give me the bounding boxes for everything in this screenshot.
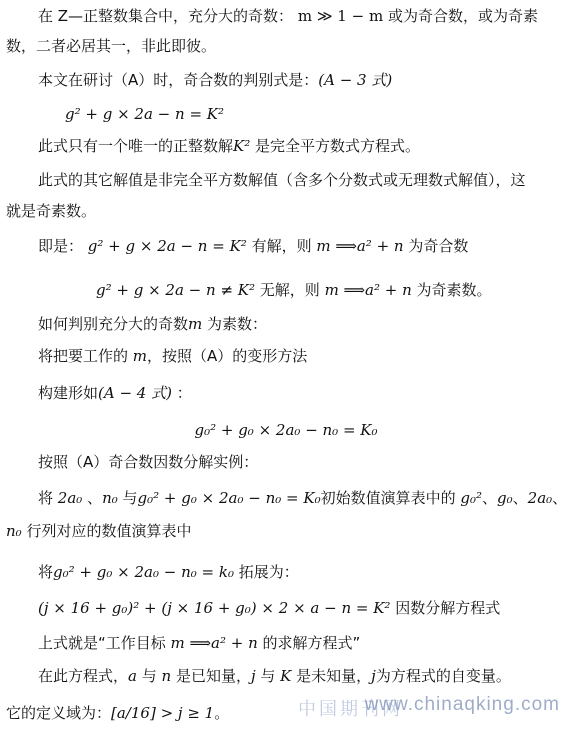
text-segment: 、 [552, 489, 568, 507]
text-segment: 如何判别充分大的奇数 [38, 315, 189, 333]
text-line [38, 562, 572, 582]
text-line [38, 488, 572, 508]
math-expression: m ⟹a² + n [316, 237, 404, 255]
text-segment: 将 [38, 563, 54, 581]
text-segment: 的求解方程式” [257, 634, 361, 652]
text-segment: 本文在研讨（A）时，奇合数的判别式是： [38, 71, 319, 89]
text-line [38, 236, 572, 256]
text-segment: 为素数： [202, 315, 268, 333]
text-segment: 、 [512, 489, 528, 507]
text-line [38, 346, 572, 366]
math-expression: (A − 4 式) [98, 384, 172, 402]
math-expression: (A − 3 式) [318, 71, 393, 89]
text-line [38, 314, 572, 334]
text-line [38, 70, 572, 90]
text-segment: 、 [82, 489, 103, 507]
text-segment: 、 [482, 489, 498, 507]
math-expression: g₀² + g₀ × 2a₀ − n₀ = K₀ [137, 489, 321, 507]
math-expression: a [128, 667, 137, 685]
text-segment: 与 [255, 667, 281, 685]
text-segment: 为奇素数。 [411, 281, 492, 299]
text-segment: 在 Z—正整数集合中，充分大的奇数： [38, 7, 298, 25]
text-segment: 此式的其它解值是非完全平方数解值（含多个分数式或无理数式解值），这 [38, 171, 526, 189]
text-line [38, 170, 572, 190]
math-expression: (j × 16 + g₀)² + (j × 16 + g₀) × 2 × a − n = K² [38, 599, 391, 617]
math-expression: m ⟹a² + n [324, 281, 412, 299]
text-segment: 有解，则 [246, 237, 317, 255]
text-segment: ： [171, 384, 192, 402]
text-line [0, 420, 572, 440]
text-line [38, 6, 572, 26]
math-expression: g₀² + g₀ × 2a₀ − n₀ = K₀ [194, 421, 378, 439]
text-segment: 是完全平方数式方程式。 [250, 137, 421, 155]
math-expression: g² + g × 2a − n = K² [65, 105, 225, 123]
math-expression: 2a₀ [57, 489, 83, 507]
text-segment: 就是奇素数。 [6, 202, 97, 220]
math-expression: g² + g × 2a − n = K² [87, 237, 247, 255]
text-segment: 将 [38, 489, 58, 507]
math-expression: j [371, 667, 376, 685]
text-segment: 在此方程式， [38, 667, 129, 685]
text-segment: 数，二者必居其一，非此即彼。 [6, 37, 217, 55]
text-segment: 与 [136, 667, 162, 685]
text-segment: 为方程式的自变量。 [375, 667, 511, 685]
math-expression: n₀ [6, 522, 22, 540]
text-segment: 或为奇合数，或为奇素 [383, 7, 538, 25]
math-expression: g² + g × 2a − n ≠ K² [96, 281, 256, 299]
math-expression: m [132, 347, 148, 365]
text-line [38, 383, 572, 403]
text-segment: 即是： [38, 237, 88, 255]
text-line [38, 598, 572, 618]
text-segment: 无解，则 [255, 281, 325, 299]
text-segment: ，按照（A）的变形方法 [147, 347, 308, 365]
text-segment: 。 [214, 704, 230, 722]
text-segment: 按照（A）奇合数因数分解实例： [38, 453, 259, 471]
math-expression: g₀² [460, 489, 483, 507]
text-line [65, 104, 572, 124]
text-line [38, 666, 572, 686]
math-expression: m ≫ 1 − m [297, 7, 384, 25]
text-line [6, 201, 572, 221]
text-segment: 上式就是“工作目标 [38, 634, 171, 652]
text-line [38, 136, 572, 156]
text-segment: 行列对应的数值演算表中 [21, 522, 192, 540]
text-line [38, 452, 572, 472]
text-segment: 初始数值演算表中的 [320, 489, 461, 507]
text-segment: 将把要工作的 [38, 347, 133, 365]
math-expression: g₀ [497, 489, 513, 507]
text-line [96, 280, 572, 300]
text-segment: 拓展为： [233, 563, 299, 581]
text-segment: 因数分解方程式 [390, 599, 501, 617]
text-segment: 与 [117, 489, 138, 507]
text-segment: 是已知量， [171, 667, 251, 685]
text-segment: 为奇合数 [403, 237, 469, 255]
math-expression: j [250, 667, 256, 685]
math-expression: 2a₀ [527, 489, 553, 507]
math-expression: n₀ [102, 489, 118, 507]
math-expression: m [188, 315, 203, 333]
text-segment: 是未知量， [291, 667, 372, 685]
math-expression: K² [233, 137, 251, 155]
text-segment: 构建形如 [38, 384, 99, 402]
math-expression: K [280, 667, 292, 685]
math-expression: m ⟹a² + n [170, 634, 258, 652]
math-expression: g₀² + g₀ × 2a₀ − n₀ = k₀ [53, 563, 234, 581]
watermark-cn: 中国期刊网 [298, 699, 403, 720]
math-expression: [a/16] > j ≥ 1 [111, 704, 215, 722]
text-segment: 它的定义域为： [6, 704, 112, 722]
math-expression: n [161, 667, 172, 685]
watermark-url: www.chinaqking.com [364, 694, 560, 715]
text-line [6, 36, 572, 56]
text-segment: 此式只有一个唯一的正整数解 [38, 137, 234, 155]
text-line [38, 633, 572, 653]
text-line [6, 521, 572, 541]
